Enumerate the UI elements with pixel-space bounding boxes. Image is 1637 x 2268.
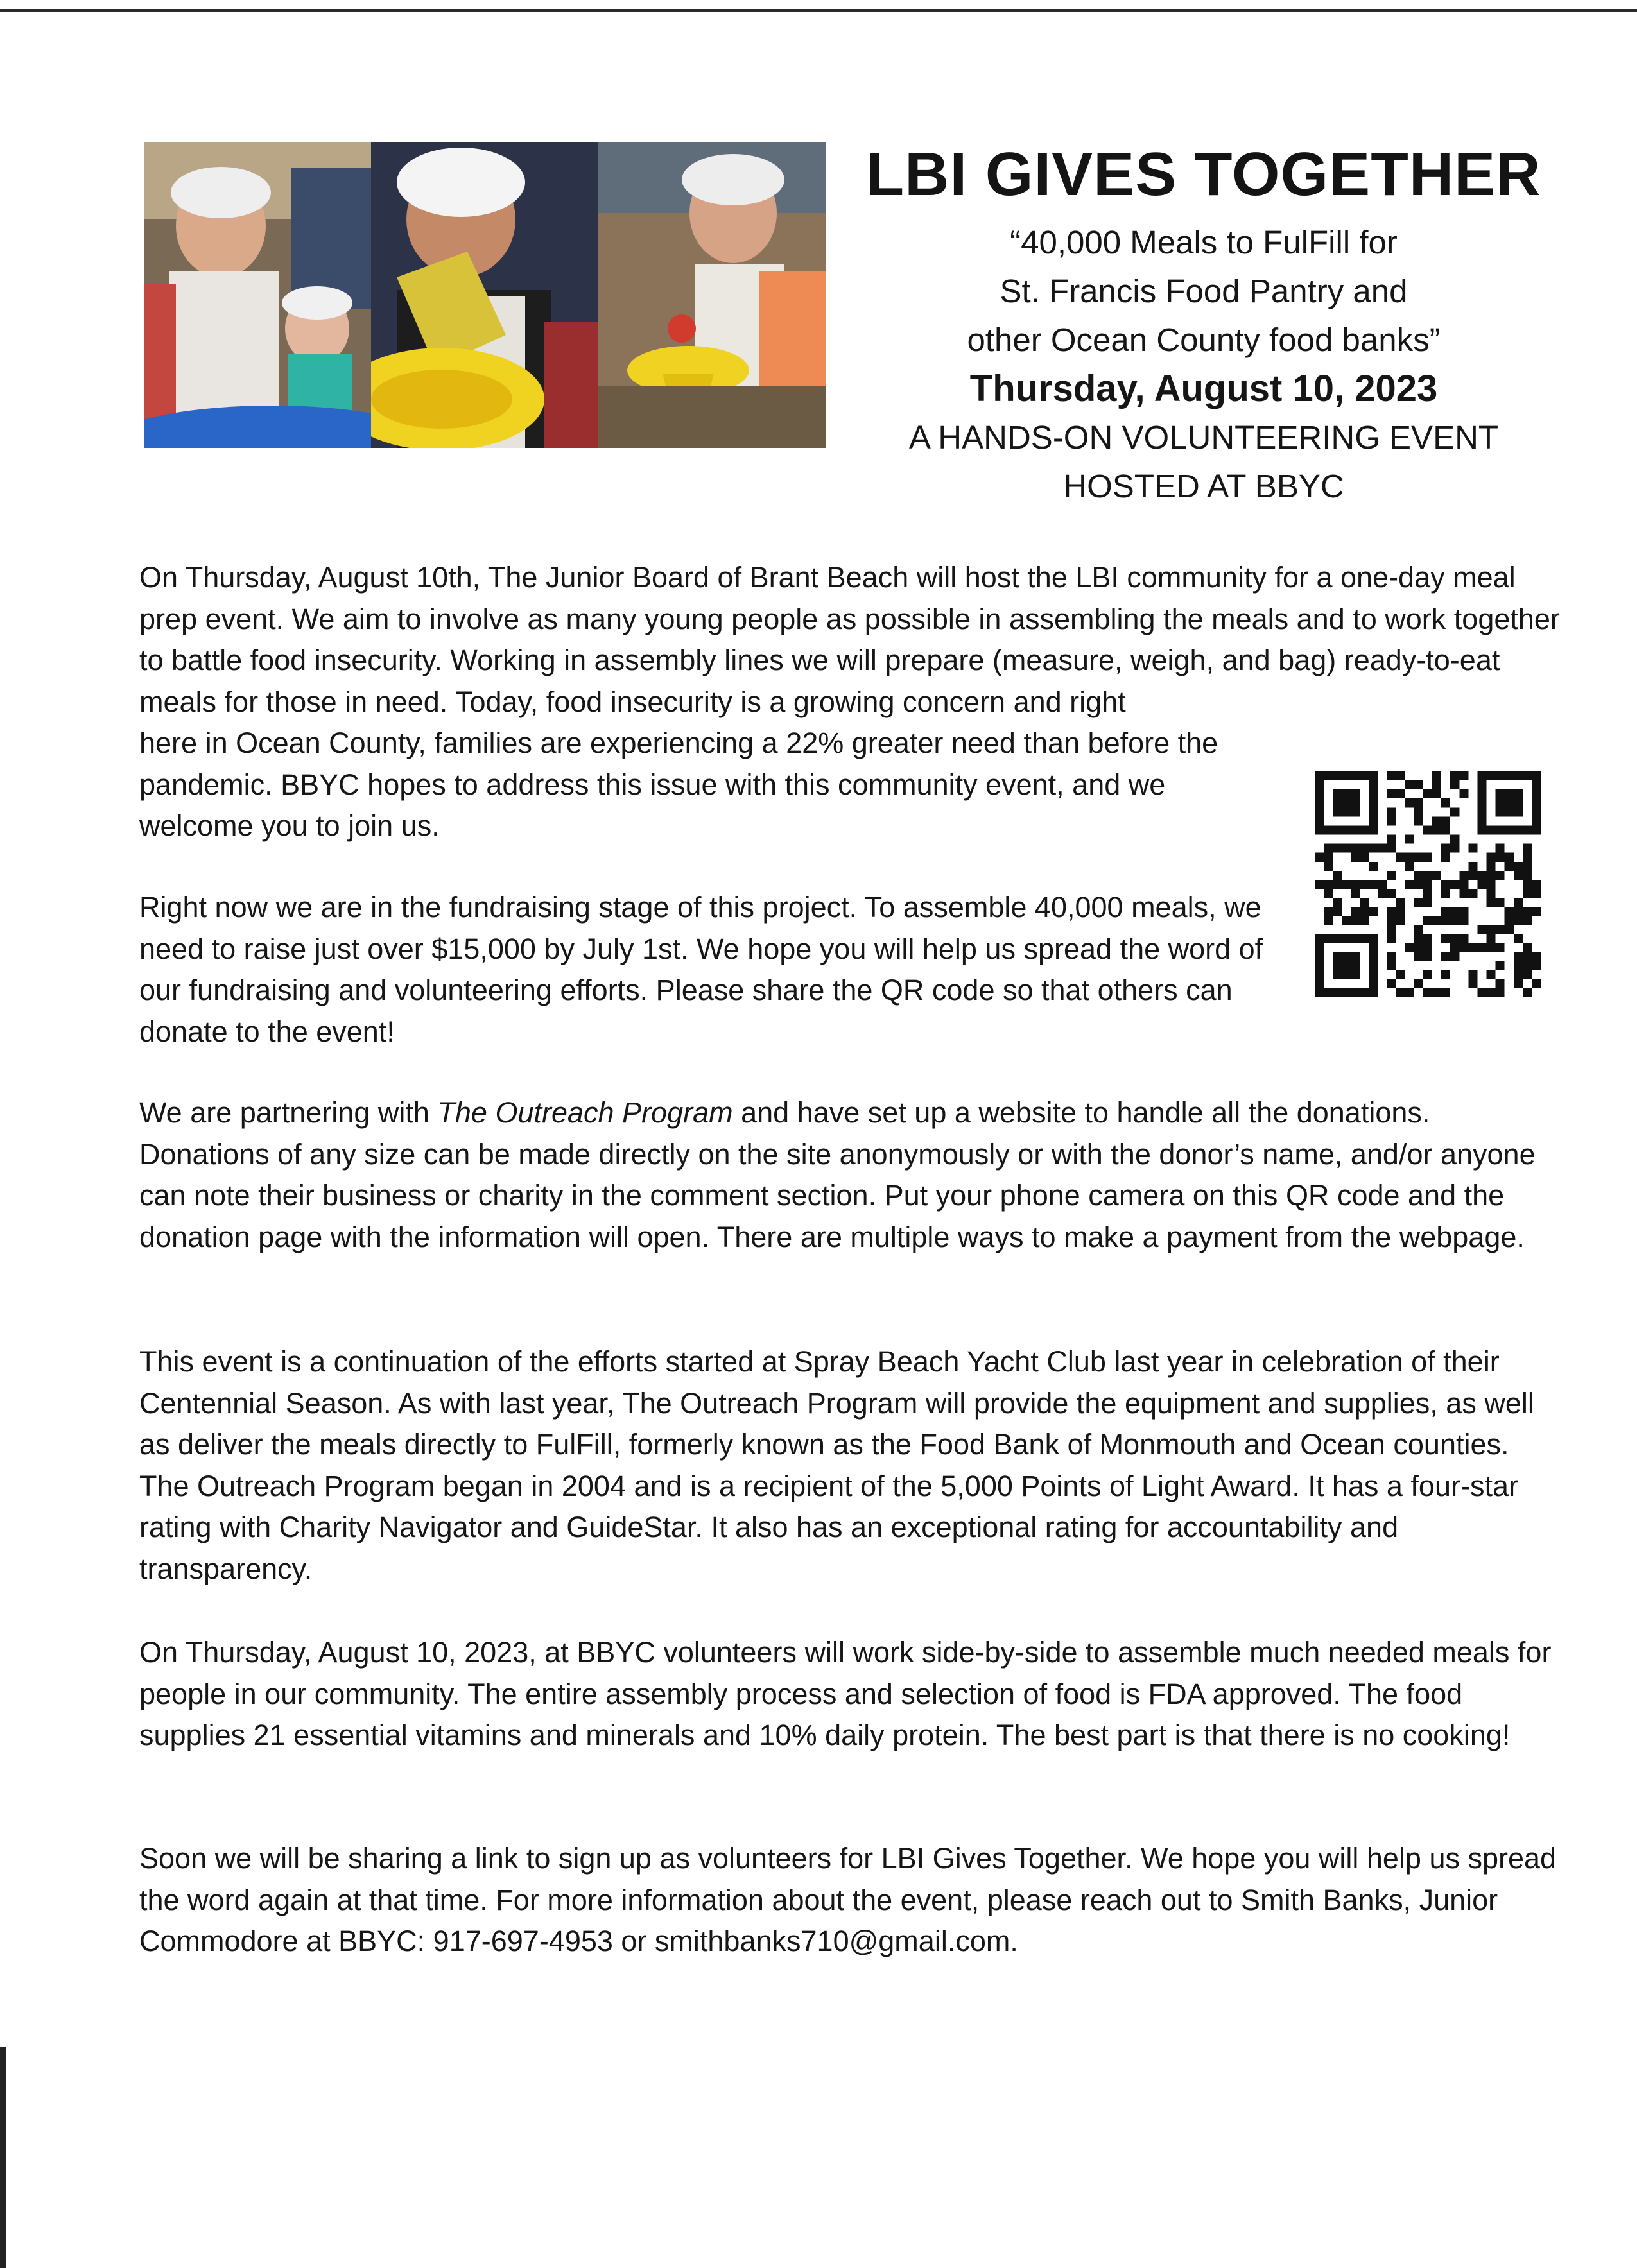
paragraph-event-details: On Thursday, August 10, 2023, at BBYC volunteers will work side-by-side to assemble much needed meals for people in our community. The entire assembly process and selection of food is FDA approved. The food supplies 21 essential vitamins and minerals and 10% daily protein. The best part is that there is no cooking! <box>139 1636 1552 1751</box>
paragraph-continuation: This event is a continuation of the efforts started at Spray Beach Yacht Club last year in celebration of their Centennial Season. As with last year, The Outreach Program will provide the equipment and supplies, as well as deliver the meals directly to FulFill, formerly known as the Food Bank of Monmouth and Ocean counties. The Outreach Program began in 2004 and is a recipient of the 5,000 Points of Light Award. It has a four-star rating with Charity Navigator and GuideStar. It also has an exceptional rating for accountability and transparency. <box>139 1345 1534 1585</box>
paragraph-fundraising: Right now we are in the fundraising stage of this project. To assemble 40,000 meals, we need to raise just over $15,000 by July 1st. We hope you will help us spread the word of our fundraising and volunteering efforts. Please share the QR code so that others can donate to the event! <box>139 891 1263 1048</box>
top-border-line <box>0 9 1637 12</box>
paragraph-intro-continued: here in Ocean County, families are experiencing a 22% greater need than before the pandemic. BBYC hopes to address this issue with this community event, and we welcome you to join us. <box>139 726 1218 842</box>
page-title: LBI GIVES TOGETHER <box>866 140 1541 209</box>
subtitle-line-3: other Ocean County food banks” <box>967 322 1441 358</box>
paragraph-partnership <box>139 1092 1564 1258</box>
volunteer-photo-strip <box>144 142 826 448</box>
paragraph-intro: On Thursday, August 10th, The Junior Board of Brant Beach will host the LBI community for a one-day meal prep event. We aim to involve as many young people as possible in assembling the meals and to work together to battle food insecurity. Working in assembly lines we will prepare (measure, weigh, and bag) ready-to-eat meals for those in need. Today, food insecurity is a growing concern and right <box>139 561 1560 718</box>
event-type-line-2: HOSTED AT BBYC <box>1063 468 1344 504</box>
donation-qr-code[interactable] <box>1315 771 1541 997</box>
volunteer-photo-3-image <box>598 142 826 448</box>
volunteer-photo-2-image <box>371 142 598 448</box>
volunteer-photo-1-image <box>144 142 371 448</box>
event-date: Thursday, August 10, 2023 <box>969 368 1438 409</box>
subtitle-line-2: St. Francis Food Pantry and <box>1000 273 1408 309</box>
subtitle-line-1: “40,000 Meals to FulFill for <box>1010 224 1398 261</box>
scan-edge-mark <box>0 2047 6 2268</box>
event-header <box>835 136 1573 511</box>
partnership-text-start: We are partnering with <box>139 1096 438 1129</box>
partnership-text-end: and have set up a website to handle all the donations. Donations of any size can be made directly on the site anonymously or with the donor’s name, and/or anyone can note their business or charity in the comment section. Put your phone camera on this QR code and the donation page with the information will open. There are multiple ways to make a payment from the webpage. <box>139 1096 1536 1253</box>
paragraph-contact: Soon we will be sharing a link to sign up as volunteers for LBI Gives Together. We hope you will help us spread the word again at that time. For more information about the event, please reach out to Smith Banks, Junior Commodore at BBYC: 917-697-4953 or smithbanks710@gmail.com. <box>139 1842 1557 1957</box>
qr-code-image <box>1315 771 1541 997</box>
outreach-program-name: The Outreach Program <box>437 1096 733 1129</box>
volunteer-photo-1 <box>144 142 371 448</box>
event-type-line-1: A HANDS-ON VOLUNTEERING EVENT <box>908 419 1499 456</box>
volunteer-photo-2 <box>371 142 598 448</box>
volunteer-photo-3 <box>598 142 826 448</box>
